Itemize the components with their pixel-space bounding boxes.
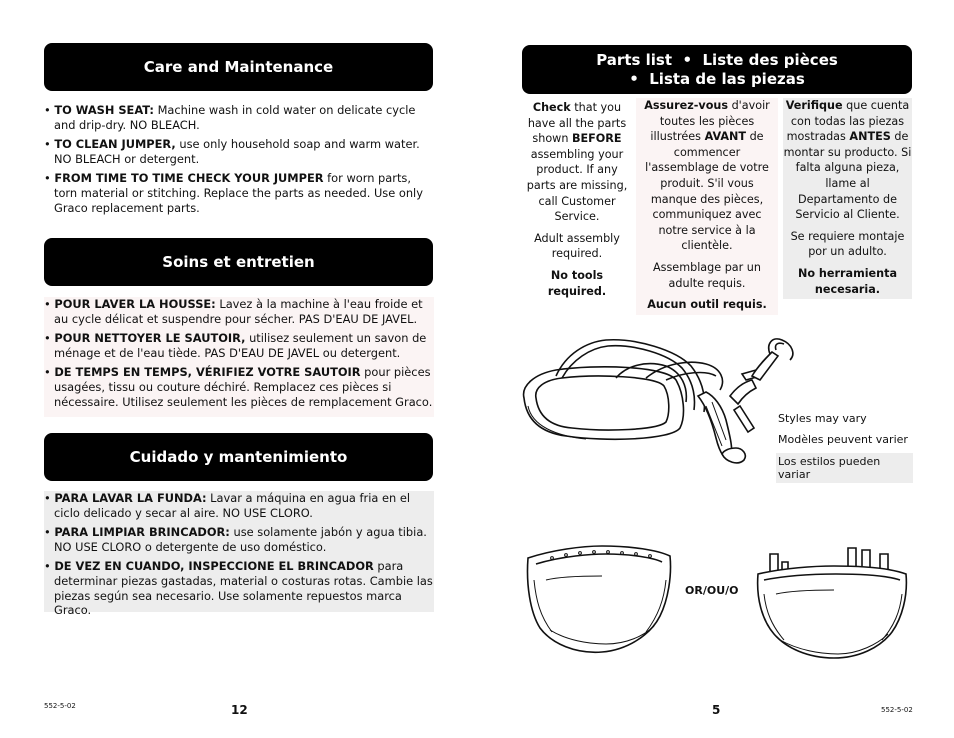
- care-en-title: Care and Maintenance: [143, 58, 334, 76]
- adult-assembly-fr: Assemblage par un adulte requis.: [653, 260, 761, 290]
- no-tools-fr: Aucun outil requis.: [647, 298, 767, 312]
- care-fr-item: • DE TEMPS EN TEMPS, VÉRIFIEZ VOTRE SAUTOIR pour pièces usagées, tissu ou couture déchiré. Remplacez ces pièces si nécessaire. Utilisez seulement les pièces de remplacement Graco.: [44, 365, 433, 409]
- care-en-header: [44, 43, 433, 91]
- right-page-number: 5: [712, 703, 721, 717]
- care-es-item: • PARA LIMPIAR BRINCADOR: use solamente jabón y agua tibia. NO USE CLORO o detergente de uso doméstico.: [44, 525, 427, 554]
- styles-vary-fr: Modèles peuvent varier: [778, 433, 908, 446]
- care-fr-item: • POUR LAVER LA HOUSSE: Lavez à la machine à l'eau froide et au cycle délicat et suspendre pour sécher. PAS D'EAU DE JAVEL.: [44, 297, 423, 326]
- jumper-frame-illustration: [516, 336, 806, 474]
- care-fr-title: Soins et entretien: [162, 253, 315, 271]
- or-label: OR/OU/O: [685, 584, 739, 597]
- jumper-seat-ring: [524, 367, 684, 439]
- parts-list-header: [522, 45, 912, 94]
- care-en-item: • TO WASH SEAT: Machine wash in cold water on delicate cycle and drip-dry. NO BLEACH.: [44, 103, 416, 132]
- adult-assembly-en: Adult assembly required.: [534, 231, 620, 261]
- care-fr-section: [44, 297, 434, 417]
- care-fr-item: • POUR NETTOYER LE SAUTOIR, utilisez seulement un savon de ménage et de l'eau tiède. PAS D'EAU DE JAVEL ou detergent.: [44, 331, 427, 360]
- right-page-code: 552-5-02: [881, 706, 913, 714]
- care-en-section: [44, 103, 434, 220]
- care-en-item: • TO CLEAN JUMPER, use only household soap and warm water. NO BLEACH or detergent.: [44, 137, 420, 166]
- care-es-section: [44, 491, 434, 618]
- check-parts-es: Verifique que cuenta con todas las piezas mostradas ANTES de montar su producto. Si falta alguna pieza, llame al Departamento de Servicio al Cliente.: [783, 99, 912, 222]
- styles-vary-en: Styles may vary: [778, 412, 867, 425]
- care-es-header: [44, 433, 433, 481]
- check-parts-fr: Assurez-vous d'avoir toutes les pièces illustrées AVANT de commencer l'assemblage de votre produit. S'il vous manque des pièces, communiquez avec notre service à la clientèle.: [644, 99, 770, 253]
- styles-vary-es: Los estilos pueden variar: [776, 453, 913, 483]
- parts-col-fr: [636, 98, 778, 315]
- care-es-title: Cuidado y mantenimiento: [129, 448, 348, 466]
- no-tools-es: No herramienta necesaria.: [797, 266, 898, 296]
- care-es-item: • PARA LAVAR LA FUNDA: Lavar a máquina en agua fria en el ciclo delicado y secar al aire. NO USE CLORO.: [44, 491, 411, 520]
- care-fr-header: [44, 238, 433, 286]
- parts-title-line1: Parts list • Liste des pièces: [596, 50, 838, 69]
- seat-cover-style-a: [522, 540, 674, 654]
- care-es-item: • DE VEZ EN CUANDO, INSPECCIONE EL BRINCADOR para determinar piezas gastadas, material o costuras rotas. Cambie las piezas según sea necesario. Use solamente repuestos marca Graco.: [44, 559, 433, 618]
- check-parts-en: Check that you have all the parts shown BEFORE assembling your product. If any parts are missing, call Customer Service.: [526, 101, 628, 224]
- left-page-number: 12: [231, 703, 248, 717]
- seat-cover-style-b: [754, 544, 910, 660]
- parts-col-es: [783, 98, 912, 299]
- adult-assembly-es: Se requiere montaje por un adulto.: [790, 229, 905, 259]
- parts-col-en: [522, 100, 632, 305]
- care-en-item: • FROM TIME TO TIME CHECK YOUR JUMPER for worn parts, torn material or stitching. Replace the parts as needed. Use only Graco replacement parts.: [44, 171, 423, 215]
- left-page-code: 552-5-02: [44, 702, 76, 710]
- no-tools-en: No tools required.: [547, 268, 607, 298]
- parts-title-line2: • Lista de las piezas: [629, 69, 805, 88]
